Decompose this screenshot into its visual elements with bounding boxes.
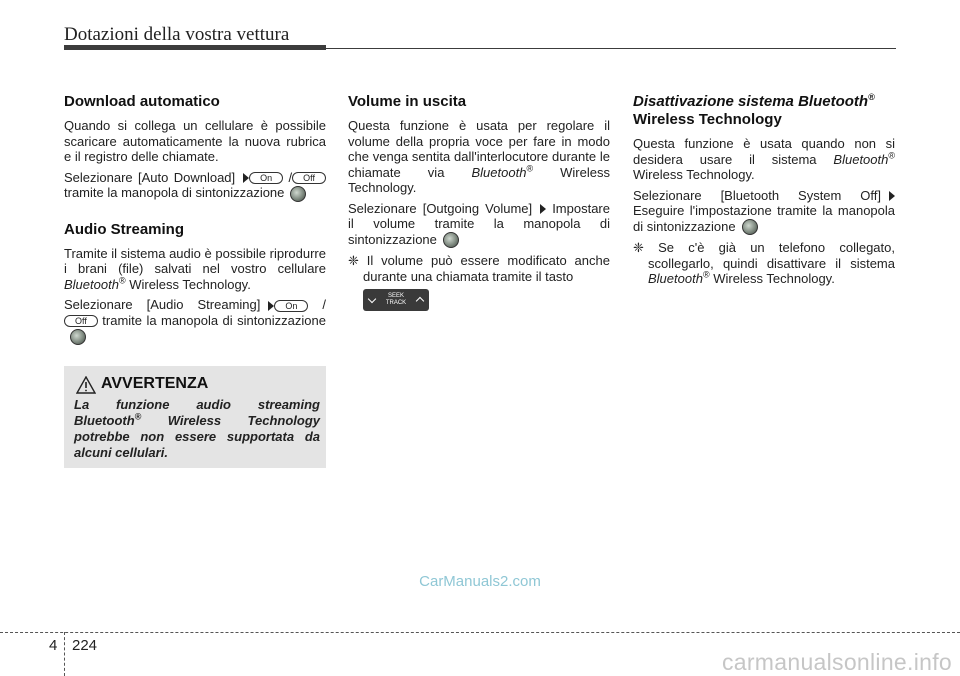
on-button-icon: On <box>274 300 308 312</box>
watermark: CarManuals2.com <box>419 573 541 590</box>
page-number: 224 <box>72 637 98 654</box>
section-subtitle: Wireless Technology <box>633 111 782 128</box>
warning-title: AVVERTENZA <box>101 375 209 392</box>
tuning-knob-icon <box>290 186 306 202</box>
tuning-knob-icon <box>443 232 459 248</box>
page-header-title: Dotazioni della vostra vettura <box>64 24 290 45</box>
section-title-audio-streaming: Audio Streaming <box>64 220 185 238</box>
paragraph: Selezionare [Auto Download] On / Off tramite la manopola di sintonizzazione <box>64 170 326 202</box>
section-number: 4 <box>49 637 58 654</box>
footer-rule <box>0 632 960 633</box>
tuning-knob-icon <box>742 219 758 235</box>
site-watermark: carmanualsonline.info <box>721 649 952 675</box>
column-2 <box>348 93 610 311</box>
section-title-bluetooth-off: Disattivazione sistema Bluetooth® <box>633 92 875 110</box>
warning-box <box>64 366 326 468</box>
arrow-right-icon <box>540 204 546 214</box>
paragraph: Quando si collega un cellulare è possibile scaricare automaticamente la nuova rubrica e il registro delle chiamate. <box>64 118 326 164</box>
section-title-auto-download: Download automatico <box>64 93 220 110</box>
footer-divider <box>64 632 65 676</box>
warning-triangle-icon <box>76 376 96 394</box>
column-3 <box>633 93 895 292</box>
note: ❈ Il volume può essere modificato anche durante una chiamata tramite il tasto <box>348 253 610 284</box>
warning-body: La funzione audio streaming Bluetooth® Wireless Technology potrebbe non essere supportata da alcuni cellulari. <box>74 397 320 460</box>
on-button-icon: On <box>249 172 283 184</box>
section-title-outgoing-volume: Volume in uscita <box>348 93 467 110</box>
paragraph: Questa funzione è usata per regolare il volume della propria voce per fare in modo che venga sentita dall'interlocutore durante le chiamate via Bluetooth® Wireless Technology. <box>348 118 610 195</box>
header-rule <box>326 48 896 49</box>
tuning-knob-icon <box>70 329 86 345</box>
paragraph: Tramite il sistema audio è possibile riprodurre i brani (file) salvati nel vostro cellulare Bluetooth® Wireless Technology. <box>64 245 326 292</box>
header-bar <box>64 45 326 50</box>
paragraph: Questa funzione è usata quando non si desidera usare il sistema Bluetooth® Wireless Technology. <box>633 136 895 182</box>
off-button-icon: Off <box>64 315 98 327</box>
column-1 <box>64 93 326 350</box>
off-button-icon: Off <box>292 172 326 184</box>
arrow-right-icon <box>889 191 895 201</box>
paragraph: Selezionare [Audio Streaming] On /Off tramite la manopola di sintonizzazione <box>64 297 326 345</box>
seek-track-button-icon: SEEK TRACK <box>363 289 429 311</box>
paragraph: Selezionare [Bluetooth System Off] Eseguire l'impostazione tramite la manopola di sintonizzazione <box>633 187 895 234</box>
paragraph: Selezionare [Outgoing Volume] Impostare il volume tramite la manopola di sintonizzazione <box>348 200 610 247</box>
note: ❈ Se c'è già un telefono collegato, scollegarlo, quindi disattivare il sistema Bluetooth® Wireless Technology. <box>633 240 895 287</box>
